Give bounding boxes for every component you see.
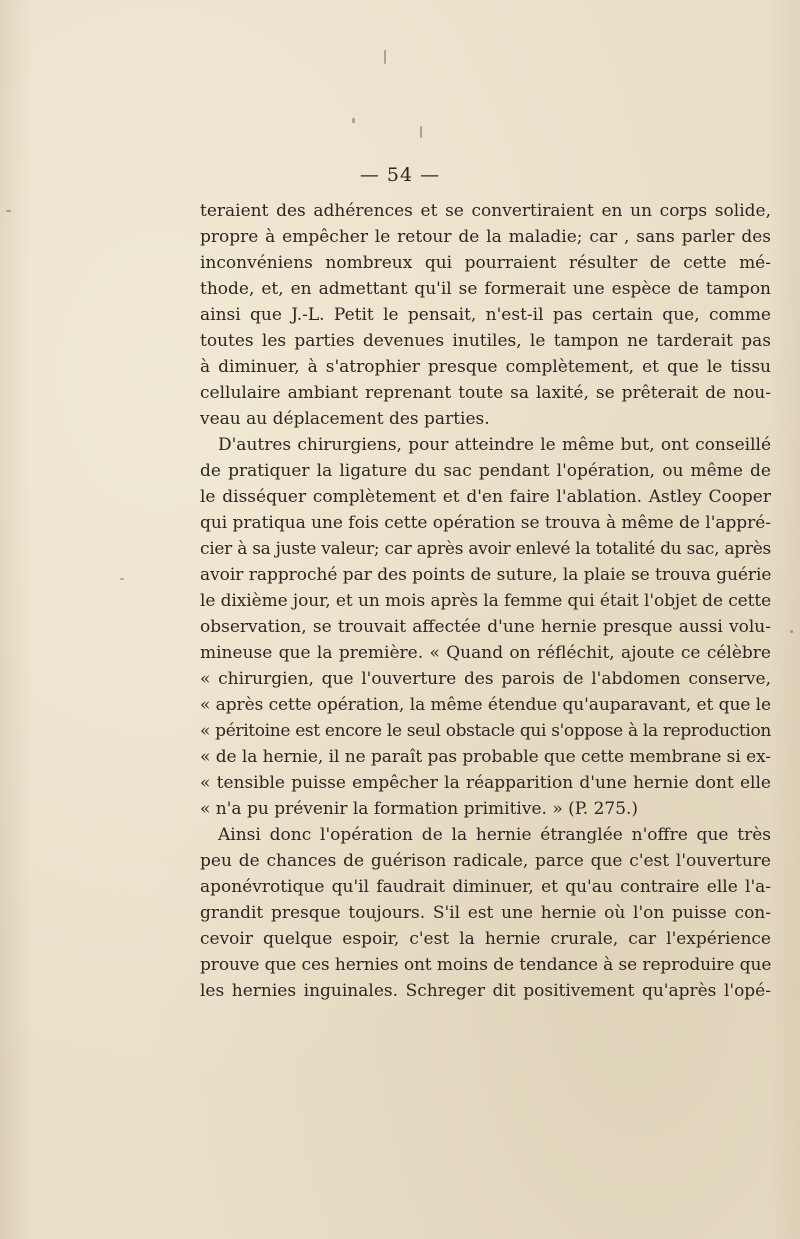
text-line: « n'a pu prévenir la formation primitive. » (P. 275.) [200,799,639,819]
text-line: peu de chances de guérison radicale, parce que c'est l'ouverture [200,851,771,871]
text-line: le disséquer complètement et d'en faire l'ablation. Astley Cooper [200,487,771,507]
text-line: « après cette opération, la même étendue qu'auparavant, et que le [200,695,771,715]
text-line: propre à empêcher le retour de la maladie; car , sans parler des [200,227,771,247]
paper-speck [6,210,11,212]
text-line: les hernies inguinales. Schreger dit positivement qu'après l'opé- [200,981,771,1001]
text-line: cevoir quelque espoir, c'est la hernie crurale, car l'expérience [200,929,771,949]
paper-speck [120,578,124,580]
text-line: « de la hernie, il ne paraît pas probable que cette membrane si ex- [200,747,771,767]
text-line: thode, et, en admettant qu'il se formerait une espèce de tampon [200,279,771,299]
text-line: aponévrotique qu'il faudrait diminuer, et qu'au contraire elle l'a- [200,877,771,897]
text-line: « péritoine est encore le seul obstacle qui s'oppose à la reproduction [200,721,771,741]
text-line: à diminuer, à s'atrophier presque complètement, et que le tissu [200,357,771,377]
text-line: prouve que ces hernies ont moins de tendance à se reproduire que [200,955,772,975]
paper-speck [790,630,793,633]
text-line: inconvéniens nombreux qui pourraient résulter de cette mé- [200,253,771,273]
text-line: grandit presque toujours. S'il est une hernie où l'on puisse con- [200,903,771,923]
text-line: le dixième jour, et un mois après la femme qui était l'objet de cette [200,591,772,611]
text-line: D'autres chirurgiens, pour atteindre le même but, ont conseillé [218,435,771,455]
text-line: veau au déplacement des parties. [200,409,490,429]
paper-speck [352,118,355,123]
text-line: ainsi que J.-L. Petit le pensait, n'est-il pas certain que, comme [200,305,771,325]
text-line: teraient des adhérences et se convertiraient en un corps solide, [200,201,771,221]
text-line: toutes les parties devenues inutiles, le tampon ne tarderait pas [200,331,771,351]
body-text [200,198,771,1004]
text-line: mineuse que la première. « Quand on réfléchit, ajoute ce célèbre [200,643,771,663]
text-line: cellulaire ambiant reprenant toute sa laxité, se prêterait de nou- [200,383,771,403]
text-line: cier à sa juste valeur; car après avoir enlevé la totalité du sac, après [200,539,771,559]
paper-speck [384,50,386,64]
text-line: « chirurgien, que l'ouverture des parois de l'abdomen conserve, [200,669,771,689]
text-line: qui pratiqua une fois cette opération se trouva à même de l'appré- [200,513,771,533]
text-line: avoir rapproché par des points de suture, la plaie se trouva guérie [200,565,772,585]
text-line: de pratiquer la ligature du sac pendant l'opération, ou même de [200,461,771,481]
text-line: « tensible puisse empêcher la réapparition d'une hernie dont elle [200,773,771,793]
text-line: observation, se trouvait affectée d'une hernie presque aussi volu- [200,617,771,637]
page-number: — 54 — [359,164,441,186]
paper-speck [420,126,422,138]
text-line: Ainsi donc l'opération de la hernie étranglée n'offre que très [218,825,771,845]
